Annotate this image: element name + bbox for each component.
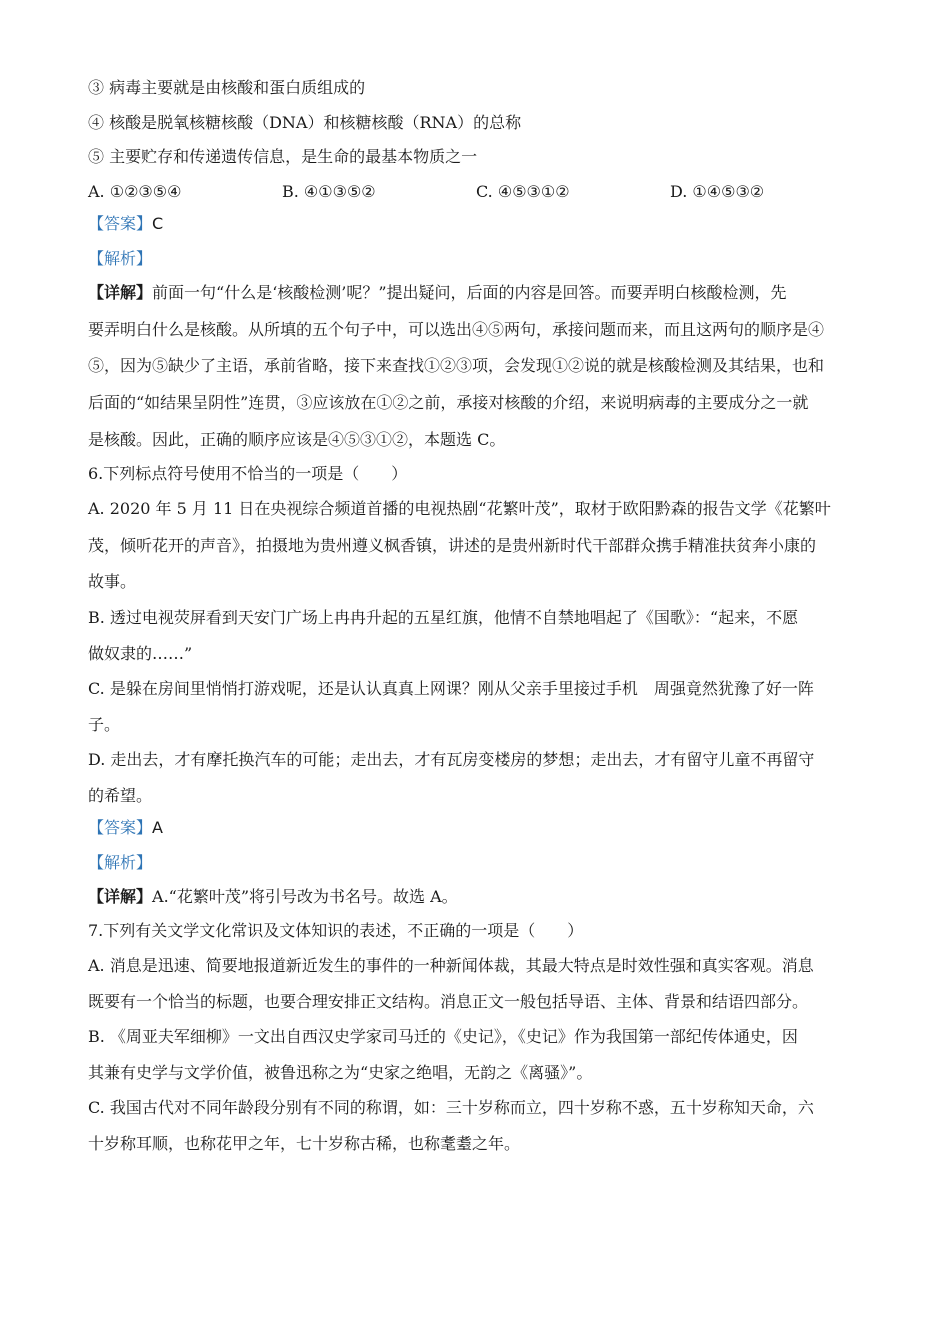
q5-detail-line: 后面的“如结果呈阴性”连贯，③应该放在①②之前，承接对核酸的介绍，来说明病毒的主要成分之一就	[88, 393, 809, 412]
q6-option-b-line: 做奴隶的……”	[88, 644, 193, 663]
answer-value: C	[152, 214, 164, 233]
q5-detail-line: ⑤，因为⑤缺少了主语，承前省略，接下来查找①②③项，会发现①②说的就是核酸检测及其结果，也和	[88, 356, 825, 375]
q5-item-3: ③ 病毒主要就是由核酸和蛋白质组成的	[88, 78, 366, 97]
q6-option-a-line: A. 2020 年 5 月 11 日在央视综合频道首播的电视热剧“花繁叶茂”，取材于欧阳黔森的报告文学《花繁叶	[88, 499, 831, 518]
q6-option-c-line: C. 是躲在房间里悄悄打游戏呢，还是认认真真上网课？刚从父亲手里接过手机 周强竟然犹豫了好一阵	[88, 679, 814, 698]
q5-option-b: B. ④①③⑤②	[282, 182, 376, 201]
q6-detail	[88, 887, 458, 907]
answer-value: A	[152, 818, 163, 837]
answer-tag: 【答案】	[88, 818, 153, 837]
q7-option-b-line: B. 《周亚夫军细柳》一文出自西汉史学家司马迁的《史记》，《史记》作为我国第一部纪传体通史，因	[88, 1027, 798, 1046]
q6-option-c-line: 子。	[88, 715, 121, 734]
q5-item-4: ④ 核酸是脱氧核糖核酸（DNA）和核糖核酸（RNA）的总称	[88, 113, 522, 132]
q5-answer	[88, 214, 163, 234]
q7-stem: 7.下列有关文学文化常识及文体知识的表述，不正确的一项是（ ）	[88, 921, 584, 940]
q5-analysis-tag: 【解析】	[88, 249, 153, 268]
q6-stem: 6.下列标点符号使用不恰当的一项是（ ）	[88, 464, 408, 483]
q5-option-c: C. ④⑤③①②	[476, 182, 570, 201]
q7-option-b-line: 其兼有史学与文学价值，被鲁迅称之为“史家之绝唱，无韵之《离骚》”。	[88, 1063, 593, 1082]
q5-option-d: D. ①④⑤③②	[670, 182, 765, 201]
q6-answer	[88, 818, 163, 838]
q7-option-a-line: 既要有一个恰当的标题，也要合理安排正文结构。消息正文一般包括导语、主体、背景和结语四部分。	[88, 992, 809, 1011]
q5-detail-line: 要弄明白什么是核酸。从所填的五个句子中，可以选出④⑤两句，承接问题而来，而且这两句的顺序是④	[88, 320, 825, 339]
q6-option-b-line: B. 透过电视荧屏看到天安门广场上冉冉升起的五星红旗，他情不自禁地唱起了《国歌》：“起来，不愿	[88, 608, 799, 627]
q6-option-d-line: D. 走出去，才有摩托换汽车的可能；走出去，才有瓦房变楼房的梦想；走出去，才有留守儿童不再留守	[88, 750, 815, 769]
q5-detail-line: 是核酸。因此，正确的顺序应该是④⑤③①②，本题选 C。	[88, 430, 506, 449]
detail-text: 前面一句“什么是‘核酸检测’呢？”提出疑问，后面的内容是回答。而要弄明白核酸检测，先	[152, 283, 787, 302]
q5-detail-line	[88, 283, 787, 303]
q5-options	[88, 182, 764, 202]
q6-option-a-line: 茂，倾听花开的声音》，拍摄地为贵州遵义枫香镇，讲述的是贵州新时代干部群众携手精准扶贫奔小康的	[88, 536, 817, 555]
q7-option-a-line: A. 消息是迅速、简要地报道新近发生的事件的一种新闻体裁，其最大特点是时效性强和真实客观。消息	[88, 956, 814, 975]
answer-tag: 【答案】	[88, 214, 153, 233]
q6-option-a-line: 故事。	[88, 572, 137, 591]
q6-option-d-line: 的希望。	[88, 786, 153, 805]
q7-option-c-line: C. 我国古代对不同年龄段分别有不同的称谓，如：三十岁称而立，四十岁称不惑，五十岁称知天命，六	[88, 1098, 814, 1117]
detail-tag: 【详解】	[88, 887, 153, 906]
detail-text: A.“花繁叶茂”将引号改为书名号。故选 A。	[152, 887, 458, 906]
q5-item-5: ⑤ 主要贮存和传递遗传信息，是生命的最基本物质之一	[88, 147, 478, 166]
q5-option-a: A. ①②③⑤④	[88, 182, 182, 201]
q7-option-c-line: 十岁称耳顺，也称花甲之年，七十岁称古稀，也称耄耋之年。	[88, 1134, 521, 1153]
q6-analysis-tag: 【解析】	[88, 853, 153, 872]
detail-tag: 【详解】	[88, 283, 153, 302]
